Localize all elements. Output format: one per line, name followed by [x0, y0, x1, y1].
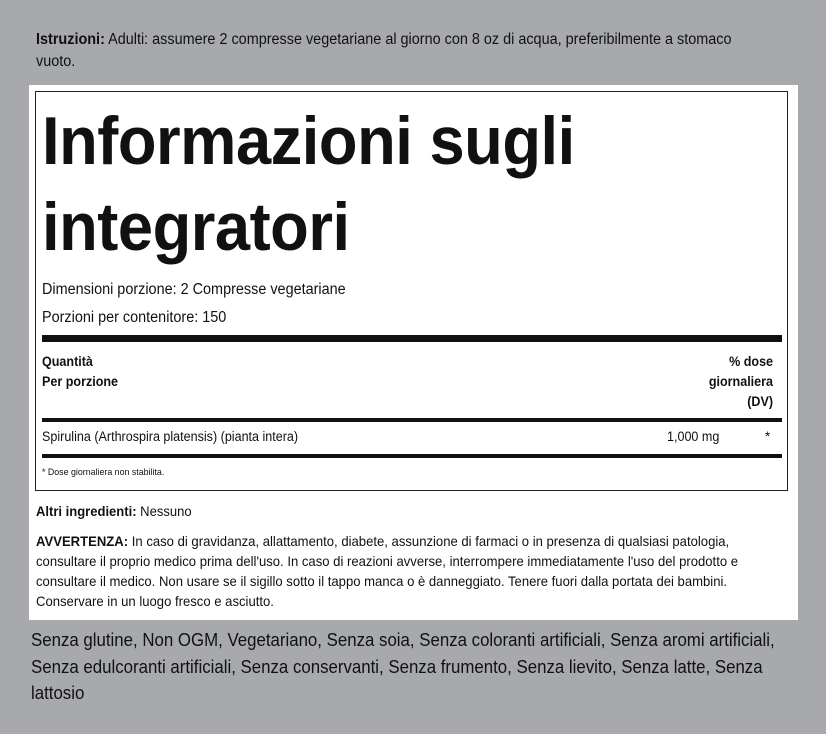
- ingredient-amount: 1,000 mg: [667, 429, 720, 444]
- servings-per-container: Porzioni per contenitore: 150: [42, 309, 227, 326]
- amount-header-line2: Per porzione: [42, 374, 119, 389]
- other-ingredients: [36, 503, 192, 519]
- bottom-divider: [42, 454, 782, 458]
- dv-header-line3: (DV): [747, 394, 773, 409]
- label-panel: [29, 85, 798, 620]
- ingredient-name: Spirulina (Arthrospira platensis) (pianta intera): [42, 429, 299, 444]
- dv-header-line2: giornaliera: [708, 374, 773, 389]
- dv-header-line1: % dose: [729, 354, 773, 369]
- serving-size: Dimensioni porzione: 2 Compresse vegetariane: [42, 281, 346, 298]
- instructions-label: Istruzioni:: [36, 31, 105, 48]
- free-from-claims: Senza glutine, Non OGM, Vegetariano, Senza soia, Senza coloranti artificiali, Senza aromi artificiali, Senza edulcoranti artificiali, Senza conservanti, Senza frumento, Senza lievito, Senza latte, Senza lattosio: [31, 630, 775, 703]
- facts-title: Informazioni sugli integratori: [42, 103, 575, 265]
- amount-header: [42, 352, 118, 392]
- ingredient-dv: *: [765, 429, 771, 444]
- other-ingredients-label: Altri ingredienti:: [36, 503, 137, 519]
- warning-body: In caso di gravidanza, allattamento, diabete, assunzione di farmaci o in presenza di qualsiasi patologia, consultare il proprio medico prima dell'uso. In caso di reazioni avverse, interrompere immediatamente l'uso del prodotto e consultare il medico. Non usare se il sigillo sotto il tappo manca o è danneggiato. Tenere fuori dalla portata dei bambini. Conservare in un luogo fresco e asciutto.: [36, 533, 739, 609]
- warning-label: AVVERTENZA:: [36, 533, 129, 549]
- other-ingredients-value: Nessuno: [136, 503, 192, 519]
- amount-header-line1: Quantità: [42, 354, 93, 369]
- thick-divider: [42, 335, 782, 342]
- supplement-facts-box: [35, 91, 788, 491]
- footnote: * Dose giornaliera non stabilita.: [42, 467, 165, 478]
- instructions-body: Adulti: assumere 2 compresse vegetariane al giorno con 8 oz di acqua, preferibilmente a stomaco vuoto.: [36, 31, 732, 70]
- dv-header: [709, 352, 773, 412]
- warning-text: [36, 531, 784, 611]
- instructions-text: [36, 29, 743, 73]
- medium-divider: [42, 418, 782, 422]
